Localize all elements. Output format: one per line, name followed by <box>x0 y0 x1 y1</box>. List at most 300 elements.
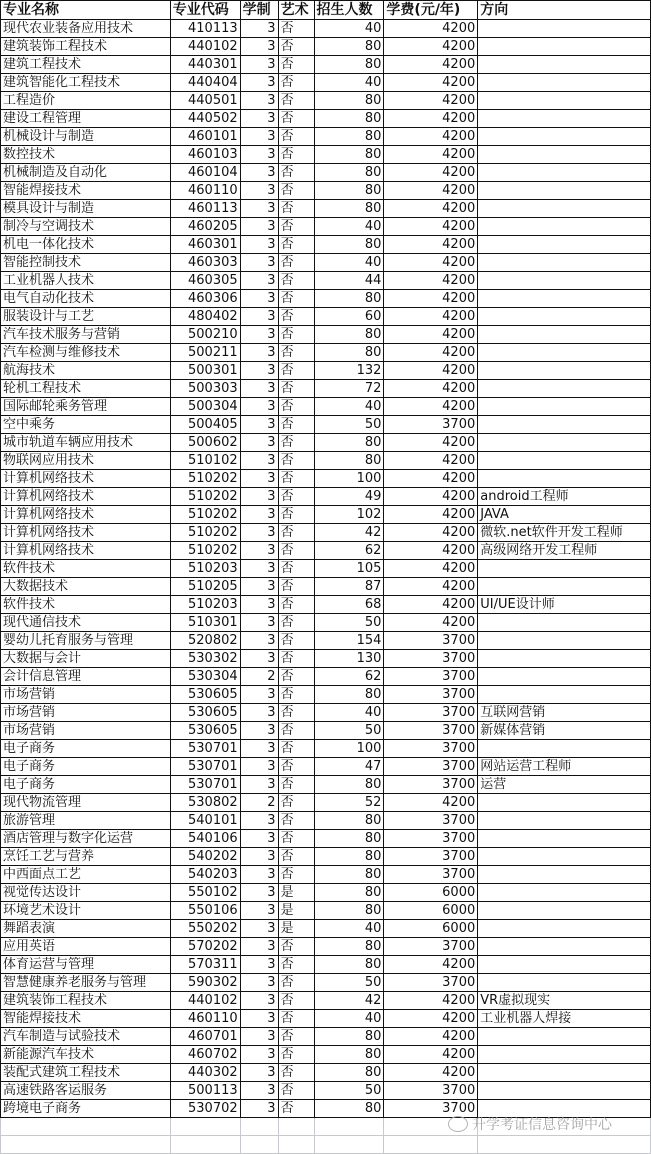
cell-duration[interactable]: 3 <box>240 686 278 704</box>
cell-duration[interactable]: 3 <box>240 128 278 146</box>
cell-direction[interactable] <box>478 830 651 848</box>
cell-art[interactable]: 否 <box>278 650 314 668</box>
cell-art[interactable]: 否 <box>278 1028 314 1046</box>
cell-duration[interactable]: 3 <box>240 722 278 740</box>
cell-tuition[interactable]: 4200 <box>384 146 478 164</box>
cell-duration[interactable]: 3 <box>240 1046 278 1064</box>
cell-art[interactable]: 否 <box>278 38 314 56</box>
cell-major-code[interactable]: 520802 <box>170 632 240 650</box>
cell-major-code[interactable]: 460301 <box>170 236 240 254</box>
cell-direction[interactable] <box>478 866 651 884</box>
cell-art[interactable]: 否 <box>278 740 314 758</box>
cell-tuition[interactable]: 4200 <box>384 578 478 596</box>
cell-duration[interactable]: 3 <box>240 146 278 164</box>
cell-major-name[interactable]: 建筑工程技术 <box>1 56 171 74</box>
cell-direction[interactable] <box>478 614 651 632</box>
cell-art[interactable]: 否 <box>278 164 314 182</box>
cell-major-name[interactable]: 跨境电子商务 <box>1 1100 171 1118</box>
cell-art[interactable]: 否 <box>278 794 314 812</box>
cell-major-code[interactable]: 510202 <box>170 542 240 560</box>
cell-enrollment[interactable]: 42 <box>314 524 384 542</box>
cell-enrollment[interactable]: 80 <box>314 902 384 920</box>
cell-duration[interactable]: 3 <box>240 38 278 56</box>
cell-direction[interactable] <box>478 470 651 488</box>
cell-major-code[interactable]: 530302 <box>170 650 240 668</box>
cell-duration[interactable]: 3 <box>240 434 278 452</box>
cell-direction[interactable] <box>478 146 651 164</box>
cell-major-code[interactable]: 440301 <box>170 56 240 74</box>
cell-direction[interactable] <box>478 794 651 812</box>
cell-enrollment[interactable]: 80 <box>314 686 384 704</box>
cell-enrollment[interactable]: 50 <box>314 416 384 434</box>
cell-major-name[interactable]: 市场营销 <box>1 686 171 704</box>
cell-direction[interactable] <box>478 308 651 326</box>
cell-art[interactable]: 否 <box>278 470 314 488</box>
cell-art[interactable]: 否 <box>278 380 314 398</box>
cell-major-name[interactable]: 智能焊接技术 <box>1 1010 171 1028</box>
cell-direction[interactable] <box>478 218 651 236</box>
cell-duration[interactable]: 3 <box>240 56 278 74</box>
cell-art[interactable]: 否 <box>278 20 314 38</box>
cell-major-name[interactable]: 电子商务 <box>1 776 171 794</box>
cell-duration[interactable]: 3 <box>240 1028 278 1046</box>
empty-cell[interactable] <box>314 1118 384 1136</box>
cell-major-code[interactable]: 530605 <box>170 704 240 722</box>
cell-enrollment[interactable]: 80 <box>314 434 384 452</box>
cell-art[interactable]: 是 <box>278 884 314 902</box>
cell-duration[interactable]: 3 <box>240 1100 278 1118</box>
cell-art[interactable]: 否 <box>278 812 314 830</box>
cell-direction[interactable] <box>478 848 651 866</box>
cell-major-code[interactable]: 440102 <box>170 992 240 1010</box>
cell-duration[interactable]: 3 <box>240 830 278 848</box>
cell-tuition[interactable]: 3700 <box>384 632 478 650</box>
cell-major-code[interactable]: 510202 <box>170 470 240 488</box>
cell-major-code[interactable]: 460702 <box>170 1046 240 1064</box>
cell-direction[interactable] <box>478 200 651 218</box>
cell-art[interactable]: 否 <box>278 578 314 596</box>
cell-major-name[interactable]: 机械设计与制造 <box>1 128 171 146</box>
cell-art[interactable]: 否 <box>278 614 314 632</box>
cell-enrollment[interactable]: 80 <box>314 848 384 866</box>
empty-cell[interactable] <box>278 1136 314 1154</box>
cell-art[interactable]: 否 <box>278 722 314 740</box>
cell-art[interactable]: 否 <box>278 308 314 326</box>
cell-enrollment[interactable]: 40 <box>314 704 384 722</box>
empty-cell[interactable] <box>170 1136 240 1154</box>
cell-tuition[interactable]: 4200 <box>384 992 478 1010</box>
cell-tuition[interactable]: 4200 <box>384 20 478 38</box>
cell-major-name[interactable]: 智能控制技术 <box>1 254 171 272</box>
cell-duration[interactable]: 3 <box>240 704 278 722</box>
cell-major-name[interactable]: 智慧健康养老服务与管理 <box>1 974 171 992</box>
cell-major-code[interactable]: 530605 <box>170 686 240 704</box>
cell-direction[interactable]: JAVA <box>478 506 651 524</box>
cell-direction[interactable] <box>478 74 651 92</box>
cell-art[interactable]: 否 <box>278 560 314 578</box>
cell-duration[interactable]: 3 <box>240 20 278 38</box>
cell-major-name[interactable]: 计算机网络技术 <box>1 506 171 524</box>
cell-tuition[interactable]: 3700 <box>384 650 478 668</box>
cell-major-name[interactable]: 空中乘务 <box>1 416 171 434</box>
cell-enrollment[interactable]: 40 <box>314 254 384 272</box>
cell-duration[interactable]: 3 <box>240 92 278 110</box>
cell-enrollment[interactable]: 40 <box>314 1010 384 1028</box>
cell-enrollment[interactable]: 154 <box>314 632 384 650</box>
cell-tuition[interactable]: 4200 <box>384 308 478 326</box>
cell-major-code[interactable]: 510301 <box>170 614 240 632</box>
cell-tuition[interactable]: 3700 <box>384 686 478 704</box>
cell-duration[interactable]: 3 <box>240 650 278 668</box>
cell-duration[interactable]: 3 <box>240 290 278 308</box>
cell-major-code[interactable]: 550202 <box>170 920 240 938</box>
cell-enrollment[interactable]: 80 <box>314 1100 384 1118</box>
cell-direction[interactable] <box>478 272 651 290</box>
empty-cell[interactable] <box>314 1136 384 1154</box>
cell-duration[interactable]: 3 <box>240 74 278 92</box>
cell-major-code[interactable]: 500303 <box>170 380 240 398</box>
cell-art[interactable]: 否 <box>278 542 314 560</box>
cell-enrollment[interactable]: 100 <box>314 740 384 758</box>
cell-major-name[interactable]: 模具设计与制造 <box>1 200 171 218</box>
empty-cell[interactable] <box>278 1118 314 1136</box>
cell-tuition[interactable]: 4200 <box>384 92 478 110</box>
cell-direction[interactable] <box>478 1046 651 1064</box>
cell-art[interactable]: 否 <box>278 956 314 974</box>
cell-tuition[interactable]: 4200 <box>384 524 478 542</box>
cell-tuition[interactable]: 3700 <box>384 722 478 740</box>
cell-major-code[interactable]: 460205 <box>170 218 240 236</box>
cell-major-name[interactable]: 会计信息管理 <box>1 668 171 686</box>
cell-major-name[interactable]: 酒店管理与数字化运营 <box>1 830 171 848</box>
cell-major-code[interactable]: 530701 <box>170 758 240 776</box>
cell-enrollment[interactable]: 80 <box>314 884 384 902</box>
cell-enrollment[interactable]: 49 <box>314 488 384 506</box>
cell-major-name[interactable]: 工程造价 <box>1 92 171 110</box>
cell-art[interactable]: 否 <box>278 146 314 164</box>
cell-duration[interactable]: 3 <box>240 758 278 776</box>
cell-art[interactable]: 否 <box>278 686 314 704</box>
cell-duration[interactable]: 3 <box>240 380 278 398</box>
cell-direction[interactable] <box>478 164 651 182</box>
cell-direction[interactable] <box>478 1028 651 1046</box>
cell-major-code[interactable]: 570311 <box>170 956 240 974</box>
cell-direction[interactable] <box>478 1082 651 1100</box>
cell-major-name[interactable]: 大数据与会计 <box>1 650 171 668</box>
cell-duration[interactable]: 3 <box>240 416 278 434</box>
cell-art[interactable]: 否 <box>278 200 314 218</box>
cell-major-code[interactable]: 510202 <box>170 506 240 524</box>
cell-major-code[interactable]: 530702 <box>170 1100 240 1118</box>
cell-direction[interactable] <box>478 344 651 362</box>
cell-art[interactable]: 否 <box>278 1064 314 1082</box>
cell-major-name[interactable]: 电气自动化技术 <box>1 290 171 308</box>
cell-major-code[interactable]: 460101 <box>170 128 240 146</box>
cell-enrollment[interactable]: 80 <box>314 1046 384 1064</box>
cell-major-code[interactable]: 500304 <box>170 398 240 416</box>
cell-major-code[interactable]: 460303 <box>170 254 240 272</box>
cell-art[interactable]: 否 <box>278 74 314 92</box>
cell-tuition[interactable]: 4200 <box>384 254 478 272</box>
cell-direction[interactable]: 微软.net软件开发工程师 <box>478 524 651 542</box>
cell-direction[interactable] <box>478 128 651 146</box>
cell-direction[interactable]: 高级网络开发工程师 <box>478 542 651 560</box>
cell-duration[interactable]: 3 <box>240 488 278 506</box>
cell-major-code[interactable]: 440501 <box>170 92 240 110</box>
cell-direction[interactable] <box>478 812 651 830</box>
cell-major-code[interactable]: 440302 <box>170 1064 240 1082</box>
cell-major-name[interactable]: 汽车制造与试验技术 <box>1 1028 171 1046</box>
cell-tuition[interactable]: 4200 <box>384 362 478 380</box>
cell-major-name[interactable]: 电子商务 <box>1 740 171 758</box>
cell-major-name[interactable]: 计算机网络技术 <box>1 542 171 560</box>
cell-art[interactable]: 否 <box>278 182 314 200</box>
cell-major-code[interactable]: 590302 <box>170 974 240 992</box>
cell-art[interactable]: 否 <box>278 326 314 344</box>
cell-major-name[interactable]: 数控技术 <box>1 146 171 164</box>
cell-tuition[interactable]: 6000 <box>384 884 478 902</box>
cell-major-name[interactable]: 旅游管理 <box>1 812 171 830</box>
cell-major-name[interactable]: 应用英语 <box>1 938 171 956</box>
cell-tuition[interactable]: 4200 <box>384 596 478 614</box>
cell-major-code[interactable]: 500602 <box>170 434 240 452</box>
cell-major-name[interactable]: 建筑装饰工程技术 <box>1 992 171 1010</box>
cell-major-name[interactable]: 机电一体化技术 <box>1 236 171 254</box>
header-enrollment[interactable]: 招生人数 <box>314 1 384 20</box>
cell-major-name[interactable]: 汽车技术服务与营销 <box>1 326 171 344</box>
cell-enrollment[interactable]: 80 <box>314 56 384 74</box>
cell-tuition[interactable]: 3700 <box>384 830 478 848</box>
cell-duration[interactable]: 3 <box>240 164 278 182</box>
cell-art[interactable]: 否 <box>278 290 314 308</box>
cell-direction[interactable]: UI/UE设计师 <box>478 596 651 614</box>
cell-major-code[interactable]: 510202 <box>170 488 240 506</box>
cell-direction[interactable] <box>478 110 651 128</box>
cell-art[interactable]: 否 <box>278 596 314 614</box>
cell-enrollment[interactable]: 80 <box>314 92 384 110</box>
cell-direction[interactable] <box>478 56 651 74</box>
cell-direction[interactable]: 新媒体营销 <box>478 722 651 740</box>
cell-major-name[interactable]: 机械制造及自动化 <box>1 164 171 182</box>
cell-duration[interactable]: 3 <box>240 218 278 236</box>
cell-duration[interactable]: 3 <box>240 740 278 758</box>
cell-enrollment[interactable]: 80 <box>314 866 384 884</box>
cell-tuition[interactable]: 3700 <box>384 740 478 758</box>
header-duration[interactable]: 学制 <box>240 1 278 20</box>
cell-major-code[interactable]: 500301 <box>170 362 240 380</box>
cell-tuition[interactable]: 4200 <box>384 344 478 362</box>
cell-duration[interactable]: 3 <box>240 1064 278 1082</box>
cell-major-name[interactable]: 婴幼儿托育服务与管理 <box>1 632 171 650</box>
cell-tuition[interactable]: 3700 <box>384 776 478 794</box>
cell-direction[interactable] <box>478 362 651 380</box>
cell-art[interactable]: 否 <box>278 398 314 416</box>
cell-direction[interactable]: 网站运营工程师 <box>478 758 651 776</box>
cell-tuition[interactable]: 4200 <box>384 614 478 632</box>
empty-cell[interactable] <box>478 1136 651 1154</box>
cell-tuition[interactable]: 4200 <box>384 506 478 524</box>
cell-duration[interactable]: 3 <box>240 272 278 290</box>
cell-tuition[interactable]: 3700 <box>384 1082 478 1100</box>
cell-direction[interactable] <box>478 974 651 992</box>
cell-enrollment[interactable]: 62 <box>314 668 384 686</box>
cell-tuition[interactable]: 4200 <box>384 38 478 56</box>
cell-major-code[interactable]: 540101 <box>170 812 240 830</box>
cell-major-name[interactable]: 轮机工程技术 <box>1 380 171 398</box>
cell-tuition[interactable]: 4200 <box>384 560 478 578</box>
cell-tuition[interactable]: 4200 <box>384 128 478 146</box>
cell-major-name[interactable]: 国际邮轮乘务管理 <box>1 398 171 416</box>
cell-tuition[interactable]: 6000 <box>384 920 478 938</box>
cell-tuition[interactable]: 4200 <box>384 488 478 506</box>
cell-direction[interactable] <box>478 740 651 758</box>
cell-major-code[interactable]: 460104 <box>170 164 240 182</box>
cell-major-name[interactable]: 电子商务 <box>1 758 171 776</box>
cell-direction[interactable] <box>478 380 651 398</box>
cell-major-code[interactable]: 460113 <box>170 200 240 218</box>
cell-direction[interactable] <box>478 884 651 902</box>
cell-tuition[interactable]: 4200 <box>384 164 478 182</box>
cell-tuition[interactable]: 4200 <box>384 1046 478 1064</box>
cell-enrollment[interactable]: 44 <box>314 272 384 290</box>
cell-tuition[interactable]: 4200 <box>384 56 478 74</box>
cell-duration[interactable]: 2 <box>240 794 278 812</box>
cell-major-code[interactable]: 510102 <box>170 452 240 470</box>
cell-major-name[interactable]: 软件技术 <box>1 560 171 578</box>
cell-duration[interactable]: 3 <box>240 920 278 938</box>
cell-direction[interactable] <box>478 956 651 974</box>
cell-art[interactable]: 否 <box>278 1046 314 1064</box>
cell-enrollment[interactable]: 60 <box>314 308 384 326</box>
cell-direction[interactable]: VR虚拟现实 <box>478 992 651 1010</box>
cell-duration[interactable]: 3 <box>240 902 278 920</box>
cell-major-name[interactable]: 建筑装饰工程技术 <box>1 38 171 56</box>
cell-direction[interactable] <box>478 416 651 434</box>
cell-art[interactable]: 否 <box>278 974 314 992</box>
cell-art[interactable]: 否 <box>278 938 314 956</box>
header-major-name[interactable]: 专业名称 <box>1 1 171 20</box>
cell-duration[interactable]: 3 <box>240 200 278 218</box>
cell-tuition[interactable]: 4200 <box>384 434 478 452</box>
cell-direction[interactable] <box>478 1064 651 1082</box>
cell-direction[interactable] <box>478 182 651 200</box>
cell-enrollment[interactable]: 80 <box>314 182 384 200</box>
cell-enrollment[interactable]: 80 <box>314 146 384 164</box>
cell-major-name[interactable]: 新能源汽车技术 <box>1 1046 171 1064</box>
cell-enrollment[interactable]: 50 <box>314 614 384 632</box>
cell-direction[interactable] <box>478 92 651 110</box>
cell-tuition[interactable]: 3700 <box>384 938 478 956</box>
cell-duration[interactable]: 3 <box>240 632 278 650</box>
cell-duration[interactable]: 3 <box>240 776 278 794</box>
cell-art[interactable]: 是 <box>278 920 314 938</box>
cell-enrollment[interactable]: 87 <box>314 578 384 596</box>
cell-major-name[interactable]: 城市轨道车辆应用技术 <box>1 434 171 452</box>
cell-enrollment[interactable]: 40 <box>314 218 384 236</box>
cell-enrollment[interactable]: 80 <box>314 236 384 254</box>
cell-art[interactable]: 否 <box>278 758 314 776</box>
cell-major-code[interactable]: 530701 <box>170 740 240 758</box>
empty-cell[interactable] <box>240 1118 278 1136</box>
cell-duration[interactable]: 3 <box>240 866 278 884</box>
cell-major-name[interactable]: 中西面点工艺 <box>1 866 171 884</box>
cell-enrollment[interactable]: 80 <box>314 830 384 848</box>
cell-art[interactable]: 否 <box>278 362 314 380</box>
cell-major-name[interactable]: 计算机网络技术 <box>1 470 171 488</box>
cell-major-code[interactable]: 460701 <box>170 1028 240 1046</box>
cell-enrollment[interactable]: 80 <box>314 38 384 56</box>
cell-art[interactable]: 否 <box>278 452 314 470</box>
cell-enrollment[interactable]: 72 <box>314 380 384 398</box>
cell-tuition[interactable]: 4200 <box>384 956 478 974</box>
cell-tuition[interactable]: 4200 <box>384 542 478 560</box>
cell-major-name[interactable]: 视觉传达设计 <box>1 884 171 902</box>
cell-major-code[interactable]: 460305 <box>170 272 240 290</box>
cell-major-code[interactable]: 440404 <box>170 74 240 92</box>
empty-cell[interactable] <box>1 1136 171 1154</box>
cell-tuition[interactable]: 6000 <box>384 902 478 920</box>
cell-major-code[interactable]: 500210 <box>170 326 240 344</box>
cell-major-name[interactable]: 软件技术 <box>1 596 171 614</box>
cell-major-code[interactable]: 510205 <box>170 578 240 596</box>
cell-duration[interactable]: 3 <box>240 398 278 416</box>
cell-major-name[interactable]: 汽车检测与维修技术 <box>1 344 171 362</box>
cell-major-code[interactable]: 550106 <box>170 902 240 920</box>
cell-duration[interactable]: 3 <box>240 344 278 362</box>
cell-tuition[interactable]: 4200 <box>384 380 478 398</box>
cell-duration[interactable]: 2 <box>240 668 278 686</box>
cell-tuition[interactable]: 3700 <box>384 866 478 884</box>
cell-major-code[interactable]: 530701 <box>170 776 240 794</box>
cell-major-name[interactable]: 环境艺术设计 <box>1 902 171 920</box>
cell-tuition[interactable]: 4200 <box>384 1028 478 1046</box>
cell-major-name[interactable]: 大数据技术 <box>1 578 171 596</box>
cell-major-code[interactable]: 510202 <box>170 524 240 542</box>
cell-enrollment[interactable]: 50 <box>314 974 384 992</box>
cell-tuition[interactable]: 4200 <box>384 1064 478 1082</box>
cell-art[interactable]: 否 <box>278 1010 314 1028</box>
cell-duration[interactable]: 3 <box>240 884 278 902</box>
cell-art[interactable]: 否 <box>278 524 314 542</box>
cell-major-name[interactable]: 计算机网络技术 <box>1 488 171 506</box>
cell-art[interactable]: 否 <box>278 848 314 866</box>
cell-duration[interactable]: 3 <box>240 452 278 470</box>
cell-enrollment[interactable]: 102 <box>314 506 384 524</box>
cell-duration[interactable]: 3 <box>240 992 278 1010</box>
cell-major-code[interactable]: 500211 <box>170 344 240 362</box>
cell-major-name[interactable]: 计算机网络技术 <box>1 524 171 542</box>
cell-tuition[interactable]: 4200 <box>384 470 478 488</box>
cell-direction[interactable] <box>478 326 651 344</box>
cell-tuition[interactable]: 3700 <box>384 668 478 686</box>
cell-tuition[interactable]: 4200 <box>384 218 478 236</box>
cell-major-code[interactable]: 550102 <box>170 884 240 902</box>
cell-enrollment[interactable]: 80 <box>314 812 384 830</box>
cell-art[interactable]: 否 <box>278 632 314 650</box>
cell-major-name[interactable]: 建筑智能化工程技术 <box>1 74 171 92</box>
cell-enrollment[interactable]: 47 <box>314 758 384 776</box>
cell-major-code[interactable]: 570202 <box>170 938 240 956</box>
cell-tuition[interactable]: 3700 <box>384 812 478 830</box>
header-direction[interactable]: 方向 <box>478 1 651 20</box>
cell-duration[interactable]: 3 <box>240 1082 278 1100</box>
cell-tuition[interactable]: 3700 <box>384 704 478 722</box>
cell-art[interactable]: 否 <box>278 416 314 434</box>
cell-major-code[interactable]: 460103 <box>170 146 240 164</box>
cell-tuition[interactable]: 4200 <box>384 794 478 812</box>
cell-enrollment[interactable]: 130 <box>314 650 384 668</box>
cell-enrollment[interactable]: 42 <box>314 992 384 1010</box>
